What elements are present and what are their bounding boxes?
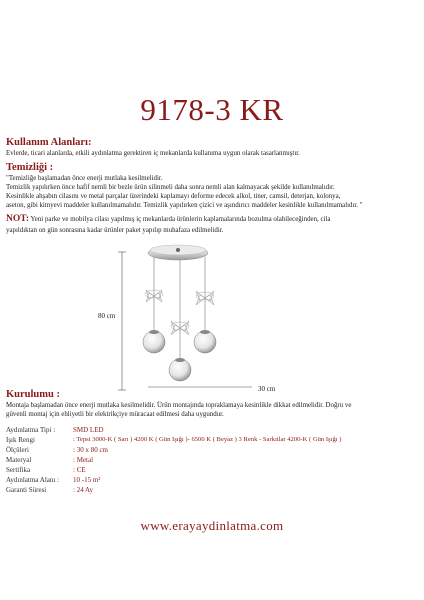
spec-key: Işık Rengi xyxy=(6,436,35,444)
spec-value: : Metal xyxy=(73,456,94,464)
cleaning-line: "Temizliğe başlamadan önce enerji mutlaka kesilmelidir. xyxy=(6,175,163,182)
cleaning-line: Temizlik yapılırken önce hafif nemli bir bezle ürün silinmeli daha sonra nemli alan kalmayacak şekilde kullanılmalıdır. xyxy=(6,184,335,191)
website-link[interactable]: www.erayaydinlatma.com xyxy=(140,518,284,533)
height-label: 80 cm xyxy=(98,312,116,320)
note-text: Yeni parke ve mobilya cilası yapılmış iç mekanlarda ürünlerin kaplamalarında bozulma olabileceğinden, cila xyxy=(29,216,331,223)
spec-key: Ölçüleri xyxy=(6,446,29,454)
spec-key: Sertifika xyxy=(6,466,31,474)
usage-heading: Kullanım Alanları: xyxy=(6,137,92,148)
spec-value: : CE xyxy=(73,466,86,474)
cleaning-heading: Temizliği : xyxy=(6,162,54,173)
spec-value: : Tepsi 3000-K ( Sarı ) 4200 K ( Gün Işığı )- 6500 K ( Beyaz ) 3 Renk - Sarkıtlar 4200-K ( Gün Işığı ) xyxy=(73,436,342,443)
spec-value: 10 -15 m² xyxy=(73,476,101,484)
spec-key: Aydınlatma Tipi : xyxy=(6,426,56,434)
spec-value: SMD LED xyxy=(73,426,104,434)
note-label: NOT: xyxy=(6,214,30,224)
spec-key: Materyal xyxy=(6,456,32,464)
spec-value: : 24 Ay xyxy=(73,486,93,494)
cleaning-line: Kesinlikle ahşabın cilasını ve metal parçalar üzerindeki kaplamayı deforme edecek alkol, tiner, camsil, deterjan, kolonya, xyxy=(6,193,341,200)
note-line xyxy=(6,215,330,224)
spec-key: Aydınlatma Alanı : xyxy=(6,476,60,484)
cleaning-line: aseton, gibi kimyevi maddeler kullanılmamalıdır. Temizlik yapılırken çizici ve aşındırıcı maddeler kesinlikle kullanılmamalıdır. " xyxy=(6,202,363,209)
spec-value: : 30 x 80 cm xyxy=(73,446,108,454)
spec-key: Garanti Süresi xyxy=(6,486,47,494)
usage-text: Evlerde, ticari alanlarda, etkili aydınlatma gerektiren iç mekanlarda kullanıma uygun olarak tasarlanmıştır. xyxy=(6,150,300,157)
product-title: 9178-3 KR xyxy=(140,92,284,127)
pendant-lamp-illustration xyxy=(0,238,424,398)
note-line-2: yapıldıktan on gün sonrasına kadar ürünler paket yapılıp muhafaza edilmelidir. xyxy=(6,227,224,234)
width-label: 30 cm xyxy=(258,385,276,393)
installation-heading: Kurulumu : xyxy=(6,389,60,400)
installation-line: Montaja başlamadan önce enerji mutlaka kesilmelidir. Ürün montajında topraklamaya kesinlikle dikkat edilmelidir. Doğru ve xyxy=(6,402,352,409)
installation-line: güvenli montaj için ehliyetli bir elektrikçiye müracaat edilmesi daha uygundur. xyxy=(6,411,224,418)
